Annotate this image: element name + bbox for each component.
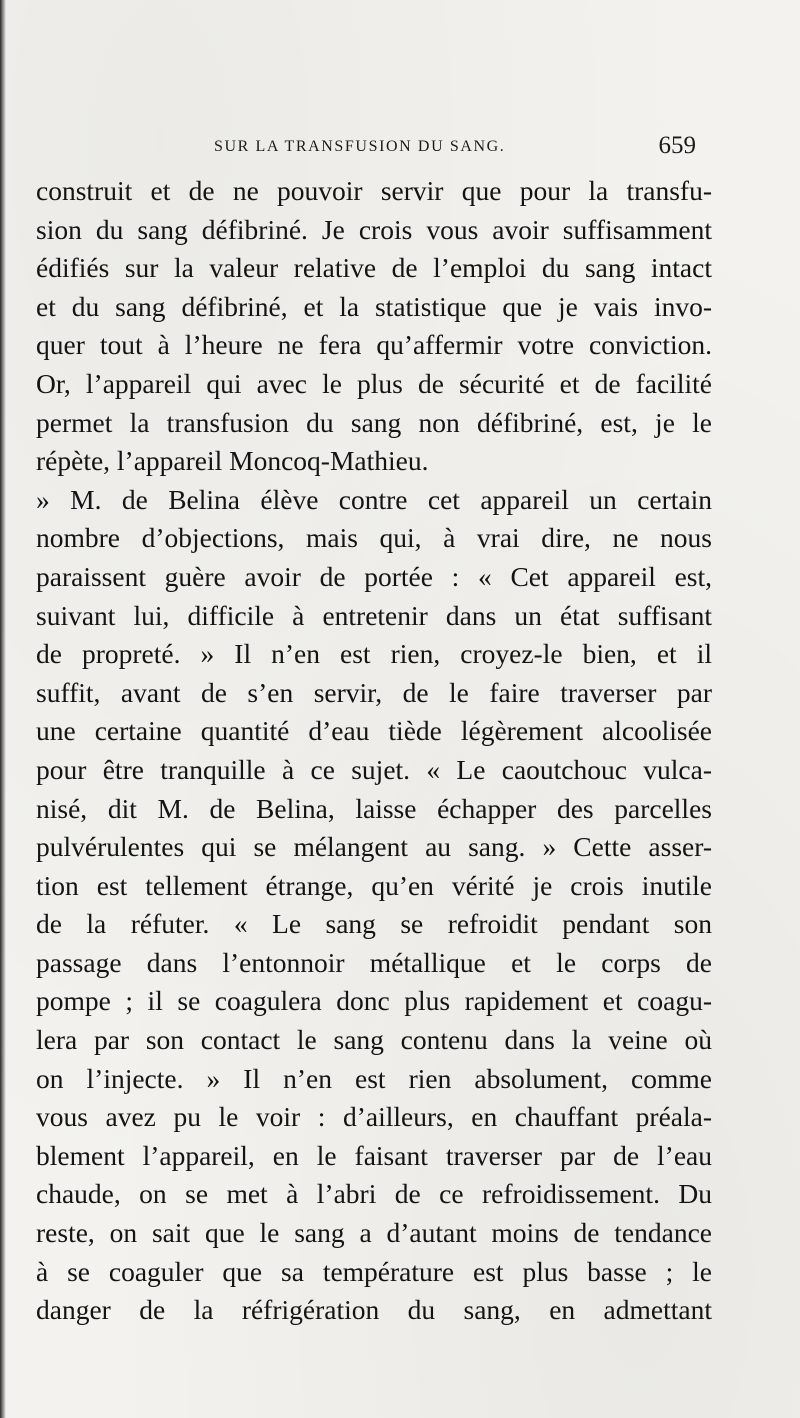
body-text — [36, 172, 712, 1330]
running-head: SUR LA TRANSFUSION DU SANG. — [214, 138, 506, 155]
text-line: répète, l’appareil Moncoq-Mathieu. — [36, 445, 429, 477]
text-line: on l’injecte. » Il n’en est rien absolument, comme — [36, 1062, 712, 1094]
text-line: reste, on sait que le sang a d’autant moins de tendance — [36, 1217, 712, 1249]
text-line: chaude, on se met à l’abri de ce refroidissement. Du — [36, 1178, 712, 1210]
text-line: blement l’appareil, en le faisant traverser par de l’eau — [36, 1139, 712, 1171]
text-line: de la réfuter. « Le sang se refroidit pendant son — [36, 908, 712, 940]
text-line: suffit, avant de s’en servir, de le faire traverser par — [36, 676, 712, 708]
text-line: pompe ; il se coagulera donc plus rapidement et coagu- — [36, 985, 712, 1017]
text-line: pour être tranquille à ce sujet. « Le caoutchouc vulca- — [36, 753, 712, 785]
text-line: vous avez pu le voir : d’ailleurs, en chauffant préala- — [36, 1101, 712, 1133]
text-line: danger de la réfrigération du sang, en admettant — [36, 1294, 712, 1326]
text-line: nisé, dit M. de Belina, laisse échapper des parcelles — [36, 792, 712, 824]
text-line: quer tout à l’heure ne fera qu’affermir votre conviction. — [36, 329, 712, 361]
text-line: Or, l’appareil qui avec le plus de sécurité et de facilité — [36, 367, 712, 399]
page-number: 659 — [658, 132, 696, 159]
text-line: de propreté. » Il n’en est rien, croyez-le bien, et il — [36, 638, 712, 670]
text-line: » M. de Belina élève contre cet appareil un certain — [36, 483, 712, 515]
text-line: paraissent guère avoir de portée : « Cet appareil est, — [36, 560, 712, 592]
text-line: édifiés sur la valeur relative de l’emploi du sang intact — [36, 252, 712, 284]
page-edge-shadow — [0, 0, 6, 1418]
text-line: et du sang défibriné, et la statistique que je vais invo- — [36, 290, 712, 322]
text-line: à se coaguler que sa température est plus basse ; le — [36, 1255, 712, 1287]
text-line: nombre d’objections, mais qui, à vrai dire, ne nous — [36, 522, 712, 554]
text-line: tion est tellement étrange, qu’en vérité je crois inutile — [36, 869, 712, 901]
text-line: pulvérulentes qui se mélangent au sang. » Cette asser- — [36, 831, 712, 863]
text-line: permet la transfusion du sang non défibriné, est, je le — [36, 406, 712, 438]
page-header — [36, 132, 696, 172]
text-line: construit et de ne pouvoir servir que pour la transfu- — [36, 175, 712, 206]
text-line: passage dans l’entonnoir métallique et le corps de — [36, 946, 712, 978]
text-line: sion du sang défibriné. Je crois vous avoir suffisamment — [36, 213, 712, 245]
text-line: lera par son contact le sang contenu dans la veine où — [36, 1024, 712, 1056]
text-line: suivant lui, difficile à entretenir dans un état suffisant — [36, 599, 712, 631]
text-line: une certaine quantité d’eau tiède légèrement alcoolisée — [36, 715, 712, 747]
